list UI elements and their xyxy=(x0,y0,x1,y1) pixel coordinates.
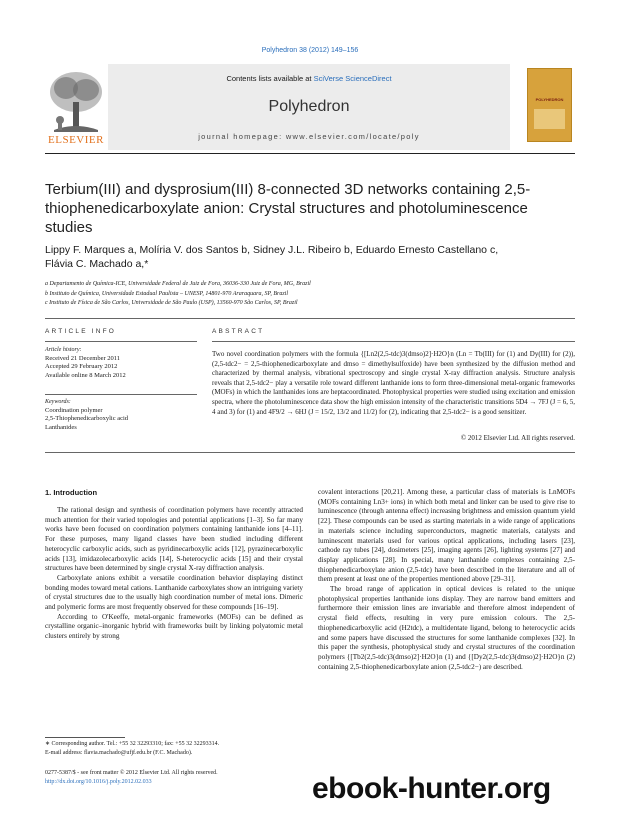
corresponding-author: ∗ Corresponding author. Tel.: +55 32 32293310; fax: +55 32 32293314. xyxy=(45,741,220,747)
elsevier-wordmark: ELSEVIER xyxy=(48,134,104,146)
affiliation-c: c Instituto de Física de São Carlos, Universidade de São Paulo (USP), 13560-970 São Carlos, SP, Brazil xyxy=(45,300,298,306)
article-history xyxy=(45,346,197,380)
keyword: 2,5-Thiophenedicarboxylic acid xyxy=(45,415,129,422)
cover-art xyxy=(534,109,565,129)
cover-title: POLYHEDRON xyxy=(535,97,564,102)
abstract-text: Two novel coordination polymers with the formula {[Ln2(2,5-tdc)3(dmso)2]·H2O}n (Ln = Tb(III) for (1) and Dy(III) for (2)), (2,5-tdc2− = 2,5-thiophenedicarboxylate and dmso = dimethylsulfoxide) have been synthesized by the diffusion method and characterized by thermal analysis, vibrational spectroscopy and single crystal X-ray diffraction analysis. Structure analysis reveals that 2,5-tdc2− play a versatile role toward different lanthanide ions to form three-dimensional metal-organic frameworks (MOFs) in which the lanthanides ions are heptacoordinated. Photophysical properties were studied using excitation and emission spectra, where the photoluminescence data show the high emission intensity of the characteristic transitions 5D4 → 7FJ (J = 6, 5, 4 and 3) for (1) and 4F9/2 → 6HJ (J = 15/2, 13/2 and 11/2) for (2), indicating that 2,5-tdc2− is a good sensitizer. xyxy=(212,350,575,416)
journal-homepage[interactable]: journal homepage: www.elsevier.com/locate/poly xyxy=(198,132,420,141)
masthead-rule xyxy=(45,153,575,154)
contents-availability xyxy=(108,74,510,83)
article-info-rule xyxy=(45,341,197,342)
affiliations xyxy=(45,280,575,309)
article-info-heading: ARTICLE INFO xyxy=(45,328,117,335)
issn-line: 0277-5387/$ - see front matter © 2012 Elsevier Ltd. All rights reserved. xyxy=(45,770,218,776)
body-column-right xyxy=(318,488,575,672)
abstract-copyright: © 2012 Elsevier Ltd. All rights reserved. xyxy=(460,434,575,442)
paragraph: covalent interactions [20,21]. Among these, a particular class of materials is LnMOFs (MOFs containing Ln3+ ions) in which both metal and linker can be used to give rise to luminescence (through antenna effect) increasing brightness and emission quantum yield [22]. These compounds can be used as starting materials in a wide range of applications in materials science including superconductors, magnetic materials, catalysts and luminescent materials used for various optical applications, including lasers [23], cathode ray tubes [24], dosimeters [25], imaging agents [26], lighting systems [27] and display applications [28]. In special, many lanthanide complexes containing 2,5-thiophenedicarboxylate anion (2,5-tdc) have been described in the literature and all of them present at least one of the properties mentioned above [29–31]. xyxy=(318,488,575,584)
keywords-rule xyxy=(45,394,197,395)
doi-link[interactable]: http://dx.doi.org/10.1016/j.poly.2012.02.033 xyxy=(45,778,152,785)
author-list xyxy=(45,243,575,271)
paper-title: Terbium(III) and dysprosium(III) 8-connected 3D networks containing 2,5-thiophenedicarboxylate anion: Crystal structures and photoluminescence studies xyxy=(45,181,531,236)
footnote xyxy=(45,740,303,757)
email-address[interactable]: E-mail address: flavia.machado@ufjf.edu.br (F.C. Machado). xyxy=(45,749,193,756)
paragraph: Carboxylate anions exhibit a versatile coordination behavior displaying distinct bonding modes toward metal cations. Lanthanide carboxylates show an intriguing variety of crystal structures due to the usually high coordination number of metal ions. Dimeric and polymeric forms are most frequently observed for these compounds [16–19]. xyxy=(45,573,303,612)
history-received: Received 21 December 2011 xyxy=(45,354,121,362)
sciencedirect-link[interactable]: SciVerse ScienceDirect xyxy=(313,74,392,83)
history-accepted: Accepted 29 February 2012 xyxy=(45,363,118,370)
keywords-block xyxy=(45,398,197,432)
paragraph: According to O'Keeffe, metal-organic frameworks (MOFs) can be defined as crystalline organic–inorganic hybrid with frameworks built by linking polyatomic metal clusters entirely by strong xyxy=(45,612,303,641)
journal-cover-thumbnail[interactable] xyxy=(527,68,572,142)
affiliation-a: a Departamento de Química-ICE, Universidade Federal de Juiz de Fora, 36036-330 Juiz de Fora, MG, Brazil xyxy=(45,281,311,287)
keywords-label: Keywords: xyxy=(45,399,71,405)
history-online: Available online 8 March 2012 xyxy=(45,371,126,379)
contents-prefix: Contents lists available at xyxy=(226,74,312,83)
body-rule xyxy=(45,452,575,453)
authors-line-2: Flávia C. Machado a,* xyxy=(45,258,149,270)
watermark-text: ebook-hunter.org xyxy=(312,772,551,805)
journal-title: Polyhedron xyxy=(268,98,350,115)
section-heading-introduction: 1. Introduction xyxy=(45,488,98,497)
paragraph: The rational design and synthesis of coordination polymers have recently attracted much attention for their varied topologies and potential applications [1–3]. So far many works have been focused on coordination polymers containing lanthanide ions [4–11]. For these purposes, many ligand classes have been studied including different heterocyclic carboxylic acids, such as pyridinecarboxylic acids [12], pyrazinecarboxylic acids [13], imidazolecarboxylic acids [14], S-heterocyclic acids [15] and their crystal structures have been determined by single crystal X-ray diffraction analysis. xyxy=(45,506,303,573)
front-matter-rule xyxy=(45,318,575,319)
affiliation-b: b Instituto de Química, Universidade Estadual Paulista – UNESP, 14801-970 Araraquara, SP, Brazil xyxy=(45,290,288,297)
history-label: Article history: xyxy=(45,347,82,353)
authors-line-1: Lippy F. Marques a, Molíria V. dos Santos b, Sidney J.L. Ribeiro b, Eduardo Ernesto Castellano c, xyxy=(45,244,499,256)
elsevier-tree-logo-icon xyxy=(46,68,106,138)
body-column-left xyxy=(45,506,303,642)
keyword: Lanthanides xyxy=(45,423,77,431)
journal-reference[interactable]: Polyhedron 38 (2012) 149–156 xyxy=(261,47,359,54)
abstract-rule xyxy=(212,341,575,342)
abstract-heading: ABSTRACT xyxy=(212,328,265,335)
keyword: Coordination polymer xyxy=(45,406,103,414)
footnote-rule xyxy=(45,737,125,738)
front-matter-info xyxy=(45,769,315,786)
paragraph: The broad range of application in optical devices is related to the unique photophysical properties lanthanide ions display. They are narrow band emitters and furthermore their emission lines are invariable and therefore almost independent of crystal field effects, resulting in very pure emission colours. The 2,5-thiophenedicarboxylic acid (H2tdc), a multidentate ligand, belong to heterocyclic acids and some papers have discussed the structures for some lanthanide complexes [32]. In this paper the synthesis, photophysical study and crystal structures of the coordination polymers {[Tb2(2,5-tdc)3(dmso)2]·H2O}n (1) and {[Dy2(2,5-tdc)3(dmso)2]·H2O}n (2) containing 2,5-thiophenedicarboxylate anion (2,5-tdc2−) are described. xyxy=(318,585,575,671)
